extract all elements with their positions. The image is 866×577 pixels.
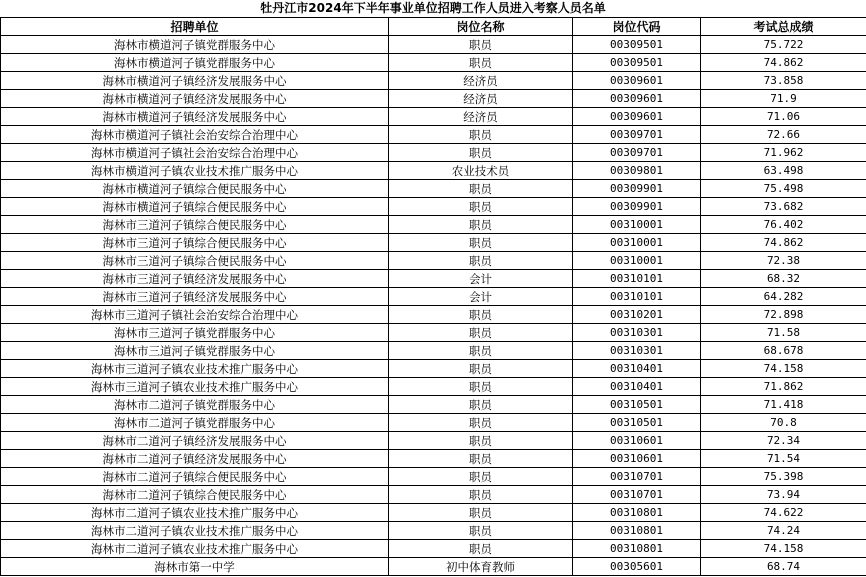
table-row [1, 342, 866, 360]
cell-position: 职员 [389, 378, 573, 396]
cell-score: 74.862 [701, 234, 866, 252]
cell-code: 00310601 [573, 450, 701, 468]
cell-score: 72.66 [701, 126, 866, 144]
cell-unit: 海林市二道河子镇党群服务中心 [1, 396, 389, 414]
cell-score: 75.498 [701, 180, 866, 198]
table-row [1, 72, 866, 90]
cell-unit: 海林市横道河子镇经济发展服务中心 [1, 90, 389, 108]
cell-unit: 海林市二道河子镇经济发展服务中心 [1, 450, 389, 468]
cell-code: 00309601 [573, 108, 701, 126]
header-code: 岗位代码 [573, 18, 701, 36]
table-row [1, 324, 866, 342]
cell-score: 64.282 [701, 288, 866, 306]
cell-unit: 海林市横道河子镇党群服务中心 [1, 36, 389, 54]
cell-unit: 海林市横道河子镇经济发展服务中心 [1, 72, 389, 90]
cell-code: 00310801 [573, 522, 701, 540]
cell-code: 00310801 [573, 504, 701, 522]
cell-position: 农业技术员 [389, 162, 573, 180]
cell-code: 00309501 [573, 54, 701, 72]
header-unit: 招聘单位 [1, 18, 389, 36]
cell-score: 72.34 [701, 432, 866, 450]
table-row [1, 126, 866, 144]
cell-position: 职员 [389, 504, 573, 522]
cell-position: 会计 [389, 288, 573, 306]
cell-unit: 海林市横道河子镇农业技术推广服务中心 [1, 162, 389, 180]
cell-code: 00310201 [573, 306, 701, 324]
cell-score: 74.158 [701, 360, 866, 378]
table-row [1, 144, 866, 162]
cell-code: 00310001 [573, 216, 701, 234]
cell-position: 职员 [389, 522, 573, 540]
cell-position: 职员 [389, 234, 573, 252]
cell-unit: 海林市二道河子镇农业技术推广服务中心 [1, 522, 389, 540]
table-row [1, 108, 866, 126]
header-row [1, 18, 866, 36]
table-row [1, 234, 866, 252]
cell-position: 经济员 [389, 108, 573, 126]
cell-unit: 海林市横道河子镇综合便民服务中心 [1, 180, 389, 198]
cell-code: 00310301 [573, 324, 701, 342]
table-row [1, 252, 866, 270]
cell-score: 72.898 [701, 306, 866, 324]
table-row [1, 504, 866, 522]
table-row [1, 396, 866, 414]
cell-unit: 海林市第一中学 [1, 558, 389, 576]
cell-unit: 海林市三道河子镇党群服务中心 [1, 324, 389, 342]
cell-code: 00310701 [573, 486, 701, 504]
cell-unit: 海林市三道河子镇综合便民服务中心 [1, 216, 389, 234]
table-body [1, 36, 866, 576]
cell-unit: 海林市三道河子镇党群服务中心 [1, 342, 389, 360]
cell-unit: 海林市二道河子镇党群服务中心 [1, 414, 389, 432]
table-row [1, 540, 866, 558]
cell-position: 职员 [389, 324, 573, 342]
cell-position: 职员 [389, 144, 573, 162]
cell-score: 74.622 [701, 504, 866, 522]
cell-unit: 海林市横道河子镇社会治安综合治理中心 [1, 144, 389, 162]
cell-position: 职员 [389, 342, 573, 360]
table-row [1, 216, 866, 234]
cell-code: 00309901 [573, 180, 701, 198]
cell-unit: 海林市三道河子镇社会治安综合治理中心 [1, 306, 389, 324]
cell-code: 00309801 [573, 162, 701, 180]
cell-position: 职员 [389, 540, 573, 558]
cell-code: 00310401 [573, 378, 701, 396]
cell-score: 76.402 [701, 216, 866, 234]
cell-unit: 海林市三道河子镇综合便民服务中心 [1, 234, 389, 252]
cell-code: 00309501 [573, 36, 701, 54]
cell-score: 71.9 [701, 90, 866, 108]
cell-code: 00310401 [573, 360, 701, 378]
cell-position: 职员 [389, 450, 573, 468]
cell-score: 71.58 [701, 324, 866, 342]
cell-score: 72.38 [701, 252, 866, 270]
table-row [1, 468, 866, 486]
cell-position: 职员 [389, 468, 573, 486]
cell-unit: 海林市二道河子镇综合便民服务中心 [1, 486, 389, 504]
cell-score: 71.06 [701, 108, 866, 126]
document-title: 牡丹江市2024年下半年事业单位招聘工作人员进入考察人员名单 [260, 1, 606, 15]
table-row [1, 54, 866, 72]
header-position: 岗位名称 [389, 18, 573, 36]
cell-unit: 海林市二道河子镇经济发展服务中心 [1, 432, 389, 450]
table-row [1, 486, 866, 504]
table-row [1, 450, 866, 468]
cell-score: 70.8 [701, 414, 866, 432]
cell-code: 00309901 [573, 198, 701, 216]
cell-code: 00310701 [573, 468, 701, 486]
table-row [1, 360, 866, 378]
cell-code: 00310001 [573, 252, 701, 270]
cell-position: 职员 [389, 414, 573, 432]
cell-code: 00310601 [573, 432, 701, 450]
table-row [1, 36, 866, 54]
table-row [1, 306, 866, 324]
table-row [1, 288, 866, 306]
cell-position: 职员 [389, 36, 573, 54]
table-header [1, 18, 866, 36]
cell-score: 68.32 [701, 270, 866, 288]
cell-code: 00310301 [573, 342, 701, 360]
cell-position: 职员 [389, 486, 573, 504]
cell-position: 职员 [389, 126, 573, 144]
table-row [1, 90, 866, 108]
table-row [1, 558, 866, 576]
cell-unit: 海林市横道河子镇经济发展服务中心 [1, 108, 389, 126]
table-row [1, 180, 866, 198]
table-row [1, 198, 866, 216]
cell-position: 职员 [389, 54, 573, 72]
cell-code: 00310101 [573, 288, 701, 306]
table-row [1, 162, 866, 180]
candidate-table [0, 17, 866, 576]
cell-position: 职员 [389, 216, 573, 234]
cell-score: 73.94 [701, 486, 866, 504]
cell-score: 74.862 [701, 54, 866, 72]
cell-unit: 海林市三道河子镇综合便民服务中心 [1, 252, 389, 270]
cell-unit: 海林市三道河子镇农业技术推广服务中心 [1, 378, 389, 396]
cell-unit: 海林市横道河子镇党群服务中心 [1, 54, 389, 72]
cell-code: 00309601 [573, 72, 701, 90]
cell-unit: 海林市二道河子镇农业技术推广服务中心 [1, 504, 389, 522]
cell-unit: 海林市三道河子镇农业技术推广服务中心 [1, 360, 389, 378]
cell-position: 经济员 [389, 72, 573, 90]
cell-score: 68.74 [701, 558, 866, 576]
cell-position: 会计 [389, 270, 573, 288]
cell-position: 职员 [389, 360, 573, 378]
cell-code: 00310101 [573, 270, 701, 288]
table-row [1, 378, 866, 396]
table-row [1, 270, 866, 288]
cell-code: 00309601 [573, 90, 701, 108]
cell-score: 73.858 [701, 72, 866, 90]
cell-position: 职员 [389, 396, 573, 414]
cell-score: 75.398 [701, 468, 866, 486]
cell-code: 00310801 [573, 540, 701, 558]
cell-score: 71.962 [701, 144, 866, 162]
cell-position: 职员 [389, 432, 573, 450]
cell-score: 63.498 [701, 162, 866, 180]
cell-score: 74.24 [701, 522, 866, 540]
cell-score: 71.418 [701, 396, 866, 414]
cell-unit: 海林市横道河子镇社会治安综合治理中心 [1, 126, 389, 144]
cell-position: 职员 [389, 306, 573, 324]
cell-position: 职员 [389, 198, 573, 216]
table-row [1, 432, 866, 450]
table-row [1, 414, 866, 432]
cell-score: 71.54 [701, 450, 866, 468]
cell-code: 00309701 [573, 144, 701, 162]
cell-unit: 海林市三道河子镇经济发展服务中心 [1, 270, 389, 288]
header-score: 考试总成绩 [701, 18, 866, 36]
cell-score: 74.158 [701, 540, 866, 558]
cell-code: 00309701 [573, 126, 701, 144]
cell-score: 75.722 [701, 36, 866, 54]
cell-score: 73.682 [701, 198, 866, 216]
cell-code: 00310001 [573, 234, 701, 252]
cell-code: 00305601 [573, 558, 701, 576]
table-row [1, 522, 866, 540]
cell-unit: 海林市三道河子镇经济发展服务中心 [1, 288, 389, 306]
cell-unit: 海林市二道河子镇农业技术推广服务中心 [1, 540, 389, 558]
cell-unit: 海林市二道河子镇综合便民服务中心 [1, 468, 389, 486]
cell-position: 职员 [389, 180, 573, 198]
cell-score: 68.678 [701, 342, 866, 360]
cell-code: 00310501 [573, 414, 701, 432]
cell-unit: 海林市横道河子镇综合便民服务中心 [1, 198, 389, 216]
cell-position: 职员 [389, 252, 573, 270]
cell-position: 初中体育教师 [389, 558, 573, 576]
cell-position: 经济员 [389, 90, 573, 108]
cell-score: 71.862 [701, 378, 866, 396]
cell-code: 00310501 [573, 396, 701, 414]
